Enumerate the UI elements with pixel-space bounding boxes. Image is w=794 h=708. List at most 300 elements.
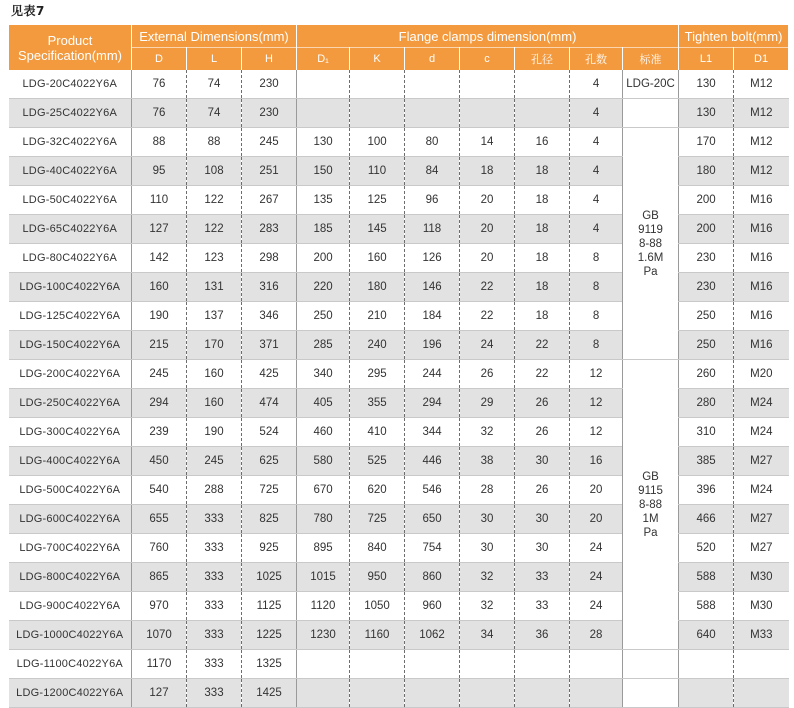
cell-k: 1050 [350,592,405,621]
cell-d1-flange: 285 [297,331,350,360]
cell-standard [623,128,679,360]
cell-h: 925 [242,534,297,563]
cell-k: 1160 [350,621,405,650]
cell-d-upper: 190 [132,302,187,331]
cell-h: 524 [242,418,297,447]
cell-hole-diameter [515,650,570,679]
cell-hole-count: 8 [570,273,623,302]
cell-hole-diameter: 36 [515,621,570,650]
cell-c [460,679,515,708]
cell-bolt-l1: 200 [679,186,734,215]
cell-d-lower: 860 [405,563,460,592]
cell-bolt-l1: 466 [679,505,734,534]
header-hole-count: 孔数 [570,48,623,71]
cell-hole-diameter: 33 [515,592,570,621]
cell-hole-count: 4 [570,215,623,244]
standard-line: 8-88 [639,237,663,250]
cell-l: 333 [187,505,242,534]
cell-k [350,99,405,128]
cell-l: 122 [187,186,242,215]
cell-bolt-d1: M24 [734,389,789,418]
cell-hole-count: 4 [570,128,623,157]
cell-c: 24 [460,331,515,360]
cell-hole-diameter: 18 [515,244,570,273]
cell-hole-count [570,679,623,708]
cell-bolt-l1: 260 [679,360,734,389]
cell-hole-diameter: 30 [515,447,570,476]
cell-bolt-l1: 200 [679,215,734,244]
cell-bolt-d1: M12 [734,70,789,99]
header-c: c [460,48,515,71]
cell-d1-flange: 130 [297,128,350,157]
cell-bolt-d1: M16 [734,331,789,360]
cell-h: 1325 [242,650,297,679]
cell-hole-diameter: 26 [515,389,570,418]
header-standard: 标准 [623,48,679,71]
cell-product-name: LDG-1000C4022Y6A [9,621,132,650]
cell-d-lower [405,99,460,128]
standard-line: Pa [643,265,658,278]
cell-c: 32 [460,563,515,592]
cell-h: 825 [242,505,297,534]
cell-d1-flange: 220 [297,273,350,302]
cell-hole-count: 24 [570,563,623,592]
cell-bolt-d1 [734,650,789,679]
cell-d-lower: 96 [405,186,460,215]
cell-hole-diameter [515,70,570,99]
cell-bolt-l1: 280 [679,389,734,418]
cell-d-lower: 446 [405,447,460,476]
cell-l: 88 [187,128,242,157]
cell-d1-flange: 670 [297,476,350,505]
cell-hole-count: 24 [570,592,623,621]
cell-c: 30 [460,534,515,563]
cell-d1-flange: 895 [297,534,350,563]
cell-bolt-d1: M24 [734,418,789,447]
cell-hole-diameter: 18 [515,215,570,244]
cell-c [460,650,515,679]
cell-standard [623,70,679,99]
cell-c: 32 [460,418,515,447]
cell-hole-count: 24 [570,534,623,563]
cell-c: 32 [460,592,515,621]
cell-d1-flange: 200 [297,244,350,273]
cell-k: 145 [350,215,405,244]
cell-c: 28 [460,476,515,505]
cell-hole-diameter: 16 [515,128,570,157]
cell-d-upper: 76 [132,70,187,99]
standard-line: GB [642,209,659,222]
cell-d1-flange [297,70,350,99]
cell-bolt-d1 [734,679,789,708]
standard-line: 9119 [638,223,663,236]
cell-d-lower: 196 [405,331,460,360]
cell-d-upper: 215 [132,331,187,360]
cell-h: 245 [242,128,297,157]
cell-k: 100 [350,128,405,157]
cell-c: 20 [460,186,515,215]
cell-d-upper: 294 [132,389,187,418]
cell-bolt-d1: M16 [734,273,789,302]
cell-d-upper: 540 [132,476,187,505]
cell-hole-diameter: 18 [515,273,570,302]
cell-c: 20 [460,215,515,244]
cell-d-lower: 960 [405,592,460,621]
cell-d-upper: 1070 [132,621,187,650]
cell-product-name: LDG-900C4022Y6A [9,592,132,621]
header-external-dimensions: External Dimensions(mm) [132,25,297,48]
cell-d1-flange: 340 [297,360,350,389]
header-tighten-bolt: Tighten bolt(mm) [679,25,789,48]
cell-hole-count: 12 [570,389,623,418]
cell-bolt-d1: M30 [734,592,789,621]
cell-hole-count: 8 [570,244,623,273]
table-row [9,99,789,128]
cell-d1-flange: 580 [297,447,350,476]
cell-h: 1425 [242,679,297,708]
cell-product-name: LDG-250C4022Y6A [9,389,132,418]
cell-standard [623,99,679,128]
cell-k: 410 [350,418,405,447]
cell-product-name: LDG-25C4022Y6A [9,99,132,128]
cell-d-upper: 970 [132,592,187,621]
cell-d1-flange [297,650,350,679]
cell-d1-flange: 250 [297,302,350,331]
cell-d1-flange: 150 [297,157,350,186]
cell-k: 725 [350,505,405,534]
cell-product-name: LDG-150C4022Y6A [9,331,132,360]
specification-table [8,25,789,708]
cell-h: 371 [242,331,297,360]
cell-d-lower: 650 [405,505,460,534]
cell-d-lower: 344 [405,418,460,447]
cell-hole-diameter: 30 [515,534,570,563]
cell-h: 725 [242,476,297,505]
cell-product-name: LDG-1200C4022Y6A [9,679,132,708]
cell-bolt-l1: 250 [679,302,734,331]
cell-d-lower: 146 [405,273,460,302]
cell-hole-count: 8 [570,302,623,331]
cell-hole-diameter: 22 [515,360,570,389]
cell-bolt-d1: M30 [734,563,789,592]
cell-hole-diameter: 26 [515,418,570,447]
table-row [9,128,789,157]
cell-hole-count: 28 [570,621,623,650]
cell-c: 30 [460,505,515,534]
cell-k: 110 [350,157,405,186]
cell-d-upper: 865 [132,563,187,592]
cell-d1-flange: 1230 [297,621,350,650]
cell-l: 122 [187,215,242,244]
cell-d1-flange: 1120 [297,592,350,621]
cell-product-name: LDG-700C4022Y6A [9,534,132,563]
cell-k [350,70,405,99]
header-k: K [350,48,405,71]
cell-l: 333 [187,650,242,679]
cell-h: 267 [242,186,297,215]
header-h: H [242,48,297,71]
cell-hole-diameter: 33 [515,563,570,592]
cell-hole-count: 8 [570,331,623,360]
table-body [9,70,789,708]
cell-hole-diameter: 26 [515,476,570,505]
cell-d1-flange: 405 [297,389,350,418]
cell-l: 333 [187,679,242,708]
header-hole-diameter: 孔径 [515,48,570,71]
cell-d1-flange [297,679,350,708]
cell-d-lower: 294 [405,389,460,418]
cell-bolt-l1: 250 [679,331,734,360]
cell-c: 34 [460,621,515,650]
cell-product-name: LDG-500C4022Y6A [9,476,132,505]
cell-d1-flange: 1015 [297,563,350,592]
cell-c: 20 [460,244,515,273]
standard-line: LDG-20C [626,78,675,90]
cell-bolt-l1 [679,650,734,679]
cell-d-lower: 1062 [405,621,460,650]
header-bolt-d1: D1 [734,48,789,71]
cell-k [350,650,405,679]
cell-hole-count: 20 [570,476,623,505]
cell-c: 18 [460,157,515,186]
cell-bolt-l1: 640 [679,621,734,650]
cell-bolt-d1: M33 [734,621,789,650]
cell-l: 160 [187,389,242,418]
cell-d-upper: 76 [132,99,187,128]
cell-bolt-d1: M12 [734,157,789,186]
cell-l: 131 [187,273,242,302]
cell-hole-diameter [515,679,570,708]
cell-bolt-l1: 230 [679,273,734,302]
cell-l: 108 [187,157,242,186]
cell-product-name: LDG-200C4022Y6A [9,360,132,389]
cell-d-lower: 546 [405,476,460,505]
cell-h: 425 [242,360,297,389]
cell-d1-flange: 780 [297,505,350,534]
cell-hole-count: 4 [570,70,623,99]
cell-d-lower: 84 [405,157,460,186]
cell-h: 230 [242,99,297,128]
cell-d-upper: 160 [132,273,187,302]
cell-h: 474 [242,389,297,418]
cell-product-name: LDG-20C4022Y6A [9,70,132,99]
cell-d-upper: 239 [132,418,187,447]
header-row-main [9,25,789,48]
cell-bolt-l1: 170 [679,128,734,157]
cell-product-name: LDG-600C4022Y6A [9,505,132,534]
table-caption: 见表7 [11,4,45,18]
cell-bolt-d1: M27 [734,447,789,476]
cell-d-upper: 142 [132,244,187,273]
cell-h: 316 [242,273,297,302]
standard-line: 9115 [638,484,663,497]
cell-c [460,99,515,128]
standard-line: GB [642,470,659,483]
cell-bolt-d1: M27 [734,505,789,534]
cell-l: 333 [187,534,242,563]
cell-k: 355 [350,389,405,418]
cell-h: 230 [242,70,297,99]
cell-d-upper: 760 [132,534,187,563]
header-product-spec: Product Specification(mm) [9,25,132,70]
standard-line: 8-88 [639,498,663,511]
cell-d-upper: 110 [132,186,187,215]
table-row [9,70,789,99]
cell-k: 525 [350,447,405,476]
cell-hole-diameter [515,99,570,128]
cell-d-lower [405,70,460,99]
standard-line: 1.6M [637,251,664,264]
cell-k: 125 [350,186,405,215]
cell-d-upper: 655 [132,505,187,534]
cell-d-lower [405,650,460,679]
header-flange-clamps: Flange clamps dimension(mm) [297,25,679,48]
cell-product-name: LDG-40C4022Y6A [9,157,132,186]
table-row [9,360,789,389]
cell-hole-count: 12 [570,418,623,447]
cell-product-name: LDG-32C4022Y6A [9,128,132,157]
cell-bolt-d1: M16 [734,215,789,244]
cell-bolt-d1: M12 [734,128,789,157]
cell-d-upper: 88 [132,128,187,157]
cell-h: 251 [242,157,297,186]
cell-hole-count: 20 [570,505,623,534]
cell-product-name: LDG-65C4022Y6A [9,215,132,244]
cell-c: 14 [460,128,515,157]
cell-k: 950 [350,563,405,592]
cell-hole-count: 4 [570,186,623,215]
cell-d-lower: 244 [405,360,460,389]
cell-k: 180 [350,273,405,302]
header-bolt-l1: L1 [679,48,734,71]
cell-product-name: LDG-100C4022Y6A [9,273,132,302]
cell-d-lower: 80 [405,128,460,157]
cell-bolt-l1: 588 [679,563,734,592]
cell-product-name: LDG-300C4022Y6A [9,418,132,447]
cell-hole-count: 12 [570,360,623,389]
cell-d1-flange: 135 [297,186,350,215]
cell-bolt-l1: 130 [679,70,734,99]
cell-product-name: LDG-1100C4022Y6A [9,650,132,679]
cell-d-lower [405,679,460,708]
header-d-lower: d [405,48,460,71]
cell-hole-count: 4 [570,99,623,128]
header-l: L [187,48,242,71]
table-row [9,650,789,679]
cell-d-lower: 754 [405,534,460,563]
cell-c: 22 [460,273,515,302]
cell-d1-flange [297,99,350,128]
cell-l: 190 [187,418,242,447]
cell-bolt-l1: 180 [679,157,734,186]
cell-d-lower: 118 [405,215,460,244]
cell-product-name: LDG-400C4022Y6A [9,447,132,476]
cell-l: 74 [187,99,242,128]
cell-k: 210 [350,302,405,331]
cell-l: 137 [187,302,242,331]
cell-c: 38 [460,447,515,476]
cell-hole-count [570,650,623,679]
cell-bolt-l1 [679,679,734,708]
header-d1-flange: D₁ [297,48,350,71]
cell-product-name: LDG-125C4022Y6A [9,302,132,331]
cell-k: 295 [350,360,405,389]
cell-h: 298 [242,244,297,273]
cell-l: 333 [187,563,242,592]
standard-line: 1M [642,512,659,525]
cell-d-lower: 184 [405,302,460,331]
cell-product-name: LDG-800C4022Y6A [9,563,132,592]
cell-bolt-l1: 396 [679,476,734,505]
cell-bolt-l1: 230 [679,244,734,273]
cell-l: 288 [187,476,242,505]
cell-standard [623,650,679,679]
cell-bolt-l1: 130 [679,99,734,128]
cell-bolt-d1: M16 [734,244,789,273]
cell-standard [623,679,679,708]
cell-d-upper: 245 [132,360,187,389]
cell-bolt-l1: 520 [679,534,734,563]
cell-bolt-d1: M27 [734,534,789,563]
cell-k [350,679,405,708]
cell-bolt-d1: M16 [734,186,789,215]
cell-d-upper: 1170 [132,650,187,679]
cell-hole-count: 4 [570,157,623,186]
cell-product-name: LDG-80C4022Y6A [9,244,132,273]
cell-l: 74 [187,70,242,99]
cell-bolt-d1: M12 [734,99,789,128]
cell-d-upper: 95 [132,157,187,186]
cell-bolt-l1: 310 [679,418,734,447]
cell-bolt-d1: M16 [734,302,789,331]
cell-bolt-d1: M24 [734,476,789,505]
cell-c: 22 [460,302,515,331]
cell-bolt-l1: 385 [679,447,734,476]
cell-bolt-l1: 588 [679,592,734,621]
cell-k: 620 [350,476,405,505]
cell-h: 1125 [242,592,297,621]
cell-d-upper: 127 [132,215,187,244]
cell-c: 29 [460,389,515,418]
cell-l: 170 [187,331,242,360]
cell-product-name: LDG-50C4022Y6A [9,186,132,215]
cell-k: 240 [350,331,405,360]
standard-line: Pa [643,526,658,539]
cell-h: 283 [242,215,297,244]
cell-hole-diameter: 22 [515,331,570,360]
cell-d1-flange: 185 [297,215,350,244]
cell-hole-diameter: 18 [515,302,570,331]
cell-hole-count: 16 [570,447,623,476]
cell-hole-diameter: 18 [515,157,570,186]
cell-l: 333 [187,592,242,621]
header-d-upper: D [132,48,187,71]
cell-d-lower: 126 [405,244,460,273]
cell-hole-diameter: 30 [515,505,570,534]
cell-standard [623,360,679,650]
cell-c [460,70,515,99]
cell-d-upper: 450 [132,447,187,476]
cell-l: 160 [187,360,242,389]
cell-c: 26 [460,360,515,389]
cell-h: 346 [242,302,297,331]
cell-bolt-d1: M20 [734,360,789,389]
cell-h: 1225 [242,621,297,650]
cell-h: 625 [242,447,297,476]
cell-k: 840 [350,534,405,563]
table-row [9,679,789,708]
cell-h: 1025 [242,563,297,592]
